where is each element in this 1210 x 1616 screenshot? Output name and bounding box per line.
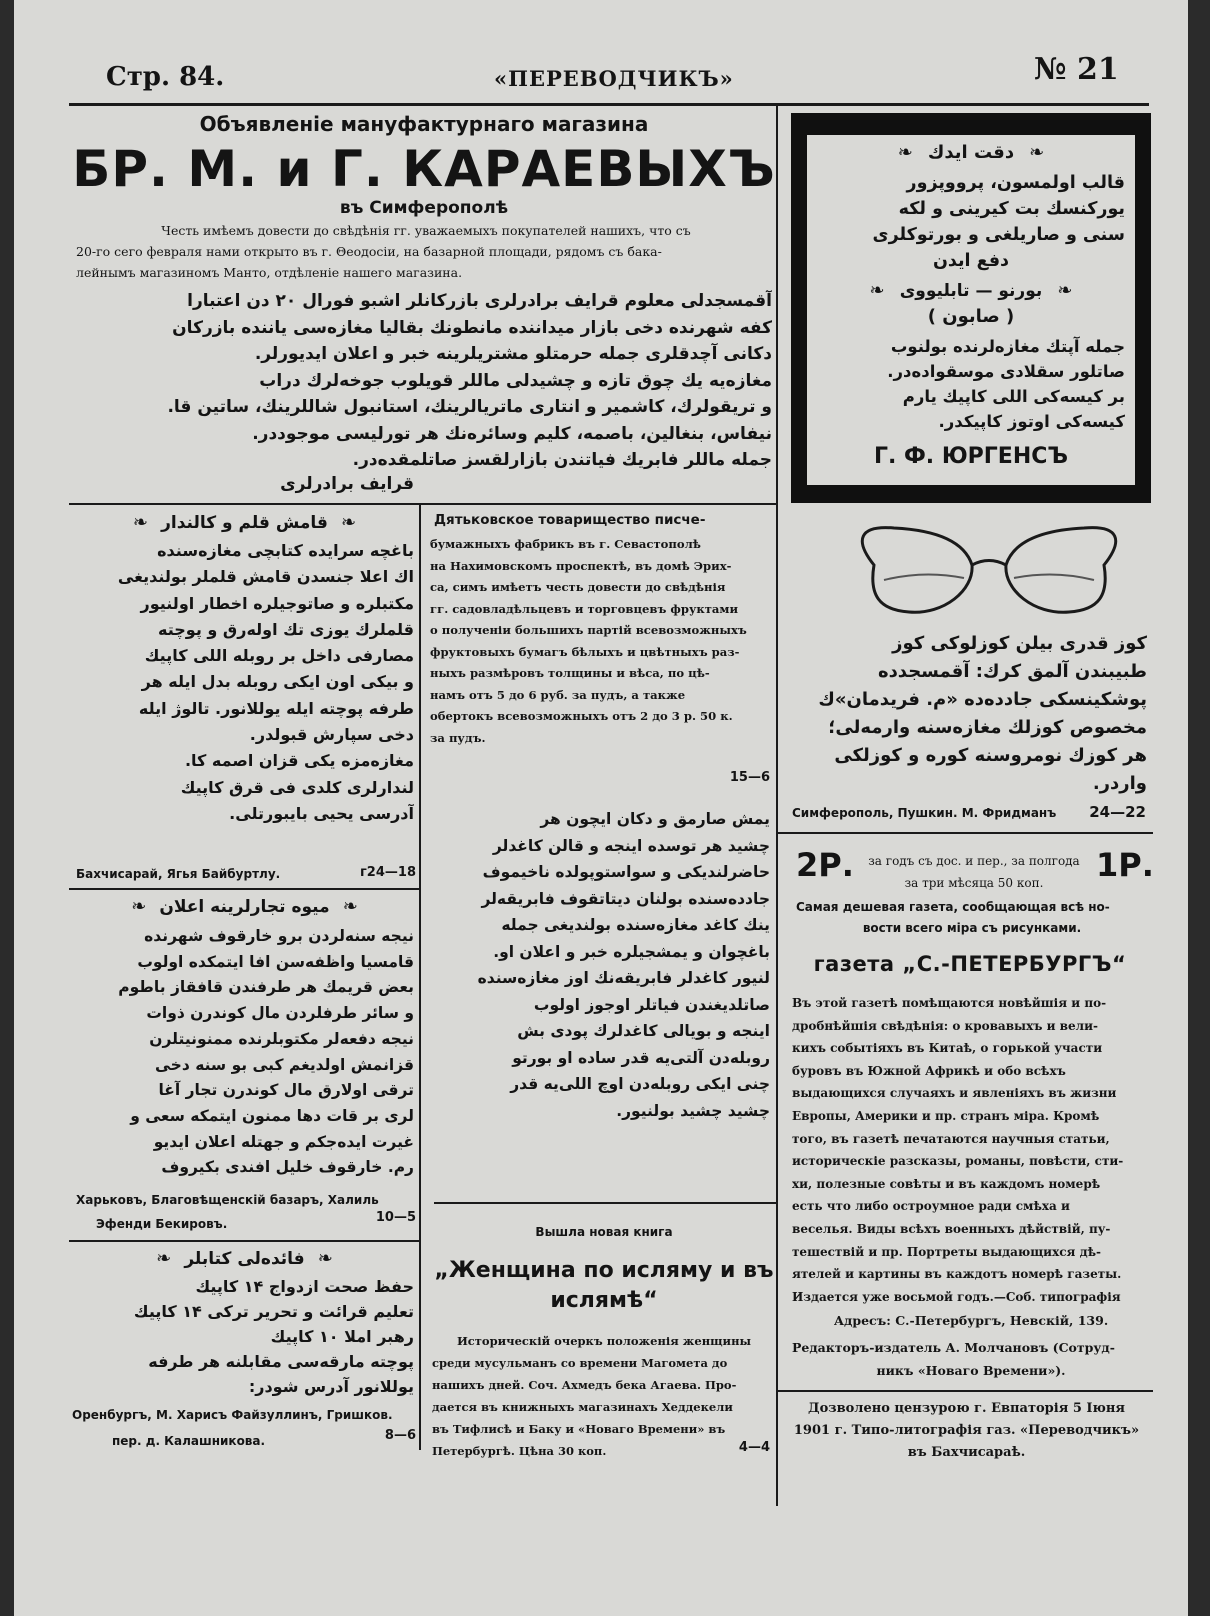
fruit-title-row: [72, 896, 417, 917]
gazette-line: выдающихся случаяхъ и явленіяхъ въ жизни: [792, 1086, 1117, 1101]
glasses-line: کوز قدری بیلن کوزلوکی کوز: [892, 633, 1147, 654]
censor-line: 1901 г. Типо-литографія газ. «Переводчикъ»: [793, 1423, 1140, 1438]
gazette-price-line: за годъ съ дос. и пер., за полгода: [868, 854, 1080, 868]
karaev-tt-line: دکانی آچدقلری جمله حرمتلو مشتریلرینه خبر و اعلان ایدیورلر.: [254, 344, 772, 364]
fruit-footer-line: Харьковъ, Благовѣщенскій базаръ, Халиль: [76, 1193, 379, 1207]
gazette-line: есть что либо остроумное ради смѣха и: [792, 1199, 1070, 1214]
issue-number: № 21: [1034, 52, 1119, 87]
pens-line: آدرسی یحیی بایبورتلی.: [229, 803, 414, 823]
paper-line: намъ отъ 5 до 6 руб. за пудъ, а также: [430, 687, 686, 702]
soap-subtitle-row: [807, 280, 1135, 301]
pens-line: مکتبلره و صاتوجیلره اخطار اولنیور: [140, 593, 414, 613]
paper-line: за пудъ.: [430, 730, 486, 745]
soap-line: سنی و صاریلغی و بورتوکلری: [872, 225, 1125, 245]
gazette-line: Въ этой газетѣ помѣщаются новѣйшія и по-: [792, 996, 1107, 1010]
pens-bottom-rule: [69, 888, 419, 890]
fruit-footer-line: Эфенди Бекировъ.: [96, 1217, 228, 1231]
paper-tt-line: چنی ایکی روبله‌دن اوچ اللی‌یه قدر: [510, 1075, 770, 1093]
pens-line: طرفه پوچته ایله یوللانور. تالوژ ایله: [138, 698, 414, 718]
pens-line: باغچه سرایده کتابچی مغازه‌سنده: [157, 541, 414, 560]
books-footer-num: 8—6: [384, 1428, 416, 1443]
pens-footer: Бахчисарай, Ягья Байбуртлу.: [76, 867, 281, 881]
books-line: یوللانور آدرس شودر:: [248, 1377, 414, 1396]
gazette-line: ятелей и картины въ каждотъ номерѣ газеты.: [792, 1267, 1122, 1282]
glasses-footer: Симферополь, Пушкин. М. Фридманъ: [792, 806, 1057, 820]
ornament-icon: ❧: [132, 512, 148, 533]
fruit-line: نیجه دفعه‌لر مکتوبلرنده ممنونیتلرن: [149, 1029, 414, 1048]
paper-line: бумажныхъ фабрикъ въ г. Севастополѣ: [430, 537, 701, 551]
glasses-line: پوشکینسکی جادده‌ده «م. فریدمان»ك: [818, 689, 1147, 710]
books-title-row: [72, 1248, 417, 1269]
fruit-bottom-rule: [69, 1240, 419, 1242]
gazette-cheap-line: Самая дешевая газета, сообщающая всѣ но-: [796, 900, 1110, 914]
pens-line: مغازه‌مزه یکی قزان اصمه کا.: [184, 751, 414, 771]
paper-tt-line: اینجه و بویالی کاغدلرك پودی بش: [517, 1022, 770, 1040]
ornament-icon: ❧: [342, 896, 358, 917]
gazette-editor-line: никъ «Новаго Времени»).: [876, 1363, 1066, 1378]
pens-footer-num: г24—18: [360, 865, 416, 880]
fruit-line: بعض قریمك هر طرفندن قافقاز باطوم: [118, 978, 414, 997]
soap-ad-title-row: [807, 142, 1135, 163]
ornament-icon: ❧: [131, 896, 147, 917]
paper-tt-line: لنیور کاغدلر فابریقه‌نك اوز مغازه‌سنده: [477, 969, 770, 987]
gazette-name: газета „С.-ПЕТЕРБУРГЪ“: [813, 952, 1127, 976]
paper-ru-text: [430, 534, 774, 749]
ornament-icon: ❧: [1057, 280, 1073, 301]
gazette-text: [792, 992, 1150, 1308]
paper-tt-line: چشید چشید بولنیور.: [616, 1101, 770, 1120]
fruit-line: رم. خارقوف خلیل افندی بکیروف: [161, 1158, 414, 1177]
paper-tt-line: باغچوان و یمشجیلره خبر و اعلان او.: [493, 942, 770, 961]
fruit-footer-num: 10—5: [375, 1210, 416, 1225]
ornament-icon: ❧: [1029, 142, 1045, 163]
ornament-icon: ❧: [156, 1248, 172, 1269]
glasses-text: [792, 630, 1147, 798]
paper-tt-line: جادده‌سنده بولنان دیتاتقوف فابریقه‌لر: [481, 889, 770, 908]
fruit-line: لری بر قات دها ممنون ایتمکه سعی و: [130, 1106, 414, 1125]
ornament-icon: ❧: [317, 1248, 333, 1269]
karaev-tt-line: نیفاس، بنغالین، باصمه، کلیم وسائره‌نك هر تورلیسی موجوددر.: [252, 423, 772, 444]
gazette-line: историческіе разсказы, романы, повѣсти, сти-: [792, 1154, 1124, 1169]
pens-line: لندارلری کلدی فی قرق کاپیك: [180, 777, 414, 797]
books-title: فائده‌لی کتابلر: [184, 1249, 305, 1269]
paper-tt-text: [434, 806, 770, 1124]
paper-line: ныхъ размѣровъ толщины и вѣса, по цѣ-: [430, 666, 710, 680]
soap-line: صاتلور سقلادی موسقواده‌در.: [887, 362, 1125, 381]
karaev-ru-line: лейнымъ магазиномъ Манто, отдѣленіе нашего магазина.: [76, 265, 463, 280]
soap-text-2: [817, 334, 1125, 434]
books-line: رهبر املا ۱۰ کاپیك: [270, 1327, 414, 1346]
gazette-line: дробнѣйшія свѣдѣнія: о кровавыхъ и вели-: [792, 1018, 1098, 1033]
glasses-line: هر کوزك نومروسنه کوره و کوزلکی: [834, 745, 1147, 766]
soap-line: کیسه‌کی اوتوز کاپیکدر.: [938, 412, 1125, 431]
soap-line: یورکنسك بت کیرینی و لکه: [898, 199, 1125, 219]
gazette-line: тешествій и пр. Портреты выдающихся дѣ-: [792, 1244, 1102, 1259]
gazette-price-right: 1Р.: [1096, 846, 1154, 884]
pens-line: قلملرك یوزی تك اوله‌رق و پوچته: [158, 619, 414, 639]
gazette-line: того, въ газетѣ печатаются научныя статьи,: [792, 1131, 1110, 1146]
paper-tt-line: صاتلدیغندن فیاتلر اوجوز اولوب: [533, 995, 770, 1014]
paper-num: 15—6: [729, 770, 770, 785]
soap-line: بر کیسه‌کی اللی کاپیك یارم: [902, 387, 1125, 406]
glasses-line: طبیبندن آلمق کرك: آقمسجدده: [877, 661, 1147, 682]
books-line: پوچته مارقه‌سی مقابلنه هر طرفه: [148, 1352, 414, 1371]
paper-tt-line: حاضرلندیکی و سواستوپولده ناخیموف: [482, 863, 770, 881]
paper-tt-line: چشید هر توسده اینجه و قالن کاغدلر: [492, 836, 770, 855]
pens-line: اك اعلا جنسدن قامش قلملر بولندیغی: [117, 567, 414, 587]
pens-line: دخی سپارش قبولدر.: [249, 725, 414, 745]
gazette-line: буровъ въ Южной Африкѣ и обо всѣхъ: [792, 1063, 1066, 1078]
glasses-line: مخصوص کوزلك مغازه‌سنه وارمه‌لی؛: [828, 717, 1147, 738]
gazette-price-line: за три мѣсяца 50 коп.: [904, 876, 1044, 890]
gazette-cheap: [796, 897, 1148, 939]
censor-line: въ Бахчисараѣ.: [907, 1445, 1026, 1460]
book-title-line: „Женщина по исляму и въ: [434, 1258, 774, 1283]
book-pre: Вышла новая книга: [535, 1225, 673, 1239]
page-number: Стр. 84.: [106, 62, 225, 92]
book-title: [432, 1256, 776, 1316]
column-rule-right: [776, 106, 778, 1506]
censor-line: Дозволено цензурою г. Евпаторія 5 Іюня: [808, 1401, 1125, 1416]
ornament-icon: ❧: [869, 280, 885, 301]
paper-line: на Нахимовскомъ проспектѣ, въ домѣ Эрих-: [430, 558, 732, 573]
books-line: حفظ صحت ازدواج ۱۴ کاپیك: [195, 1277, 414, 1296]
paper-line: гг. садовладѣльцевъ и торговцевъ фруктами: [430, 601, 739, 616]
book-title-line: ислямѣ“: [550, 1288, 658, 1313]
glasses-line: واردر.: [1092, 773, 1147, 794]
book-line: Петербургѣ. Цѣна 30 коп.: [432, 1444, 607, 1458]
gazette-line: кихъ событіяхъ въ Китаѣ, о горькой участи: [792, 1041, 1103, 1056]
fruit-text: [74, 924, 414, 1181]
karaev-bottom-rule: [69, 503, 776, 505]
fruit-line: غیرت ایده‌جکم و جهتله اعلان ایدیو: [153, 1132, 414, 1151]
gazette-cheap-line: вости всего міра съ рисунками.: [862, 921, 1082, 935]
fruit-line: نیجه سنه‌لردن برو خارقوف شهرنده: [144, 927, 414, 945]
soap-paren: ( صابون ): [927, 306, 1015, 327]
gazette-address: Адресъ: С.-Петербургъ, Невскій, 139.: [833, 1313, 1109, 1328]
fruit-line: قزانمش اولدیغم کبی بو سنه دخی: [155, 1055, 414, 1074]
pens-line: مصارفی داخل بر روبله اللی کاپیك: [144, 646, 414, 666]
karaev-tt-line: مغازه‌یه یك چوق تازه و چشیدلی ماللر قویلوب جوخه‌لرك دراب: [259, 370, 772, 391]
glasses-bottom-rule: [778, 832, 1153, 834]
karaev-city: въ Симферополѣ: [339, 198, 509, 218]
gazette-editor: [792, 1336, 1150, 1382]
books-line: تعلیم قرائت و تحریر ترکی ۱۴ کاپیك: [133, 1302, 414, 1321]
karaev-signature: قرایف برادرلری: [280, 474, 414, 494]
gazette-line: хи, полезные совѣты и въ каждомъ номерѣ: [792, 1176, 1101, 1191]
pens-line: و بیکی اون ایکی روبله بدل ایله هر: [141, 672, 414, 692]
paper-tt-line: ینك کاغد مغازه‌سنده بولندیغی جمله: [501, 916, 770, 934]
spectacles-icon: [854, 520, 1124, 630]
ornament-icon: ❧: [897, 142, 913, 163]
book-line: среди мусульманъ со времени Магомета до: [432, 1356, 728, 1370]
gazette-price-left: 2Р.: [796, 846, 854, 884]
gazette-line: Издается уже восьмой годъ.—Соб. типографія: [792, 1289, 1121, 1304]
books-text: [74, 1274, 414, 1399]
book-line: въ Тифлисѣ и Баку и «Новаго Времени» въ: [432, 1422, 726, 1436]
column-rule-left: [419, 505, 421, 1450]
paper-line: са, симъ имѣетъ честь довести до свѣдѣнія: [430, 580, 726, 594]
karaev-tt-line: و تریقولرك، کاشمیر و انتاری ماتریالرینك، استانبول شاللرینك، ساتین قا.: [167, 397, 772, 417]
soap-line: قالب اولمسون، پرووپزور: [906, 173, 1125, 193]
karaev-ru-line: Честь имѣемъ довести до свѣдѣнія гг. уважаемыхъ покупателей нашихъ, что съ: [161, 223, 691, 238]
karaev-ru-line: 20-го сего февраля нами открыто въ г. Θеодосіи, на базарной площади, рядомъ съ бака-: [76, 244, 662, 259]
karaev-heading: Объявленіе мануфактурнаго магазина: [199, 112, 649, 136]
paper-line: обертокъ всевозможныхъ отъ 2 до 3 р. 50 к.: [430, 709, 733, 723]
karaev-tt-line: جمله ماللر فابریك فیاتندن بازارلقسز صاتلمقده‌در.: [352, 450, 772, 470]
soap-signature: Г. Ф. ЮРГЕНСЪ: [873, 444, 1069, 469]
karaev-tt-text: [72, 288, 772, 474]
paper-bottom-rule: [434, 1202, 776, 1204]
fruit-title: میوه تجارلرینه اعلان: [159, 897, 330, 917]
pens-title: قامش قلم و کالندار: [161, 513, 328, 533]
fruit-line: قامسیا واظفه‌سن افا ایتمکده اولوب: [137, 952, 414, 971]
glasses-footer-num: 24—22: [1089, 803, 1146, 821]
paper-tt-line: یمش صارمق و دکان ایچون هر: [540, 810, 770, 828]
gazette-line: Европы, Америки и пр. странъ міра. Кромѣ: [792, 1108, 1100, 1123]
soap-line: دفع ایدن: [932, 251, 1010, 271]
ornament-icon: ❧: [341, 512, 357, 533]
soap-subtitle: بورنو — تابلیووی: [899, 281, 1043, 301]
paper-line: фруктовыхъ бумагъ бѣлыхъ и цвѣтныхъ раз-: [430, 644, 740, 659]
gazette-editor-line: Редакторъ-издатель А. Молчановъ (Сотруд-: [792, 1340, 1115, 1355]
soap-title: دقت ایدك: [927, 142, 1015, 163]
soap-text: [817, 170, 1125, 274]
books-footer-line: Оренбургъ, М. Харисъ Файзуллинъ, Гришков.: [72, 1408, 393, 1422]
header-rule: [69, 103, 1149, 106]
gazette-line: веселья. Виды всѣхъ военныхъ дѣйствій, пу-: [792, 1221, 1111, 1236]
karaev-tt-line: کفه شهرنده دخی بازار میداننده مانطونك بقالیا مغازه‌سی یاننده بازرکان: [172, 317, 772, 338]
soap-line: جمله آپتك مغازه‌لرنده بولنوب: [890, 337, 1125, 356]
books-footer-line: пер. д. Калашникова.: [112, 1434, 266, 1448]
pens-title-row: [72, 512, 417, 533]
newspaper-title: «ПЕРЕВОДЧИКЪ»: [494, 66, 734, 91]
censor-note: [784, 1398, 1149, 1464]
paper-tt-line: روبله‌دن آلتی‌یه قدر ساده او بورتو: [512, 1048, 770, 1067]
fruit-line: ترقی اولارق مال کوندرن تجار آغا: [158, 1081, 414, 1100]
paper-line: о полученіи большихъ партій всевозможныхъ: [430, 623, 747, 637]
book-line: нашихъ дней. Соч. Ахмедъ бека Агаева. Про-: [432, 1378, 737, 1392]
newspaper-page: [14, 0, 1188, 1616]
paper-title: Дятьковское товарищество писче-: [434, 512, 706, 528]
book-num: 4—4: [738, 1440, 770, 1455]
pens-text: [74, 538, 414, 827]
karaev-tt-line: آقمسجدلی معلوم قرایف برادرلری بازرکانلر اشبو فورال ۲۰ دن اعتبارا: [187, 291, 772, 311]
gazette-price-text: [849, 850, 1099, 894]
book-line: Историческій очеркъ положенія женщины: [456, 1334, 752, 1348]
gazette-bottom-rule: [778, 1390, 1153, 1392]
book-line: дается въ книжныхъ магазинахъ Хеддекели: [432, 1400, 733, 1414]
fruit-line: و سائر طرفلردن مال کوندرن ذوات: [146, 1004, 414, 1023]
karaev-name: БР. М. и Г. КАРАЕВЫХЪ: [72, 140, 776, 198]
karaev-ru-text: [76, 220, 776, 283]
